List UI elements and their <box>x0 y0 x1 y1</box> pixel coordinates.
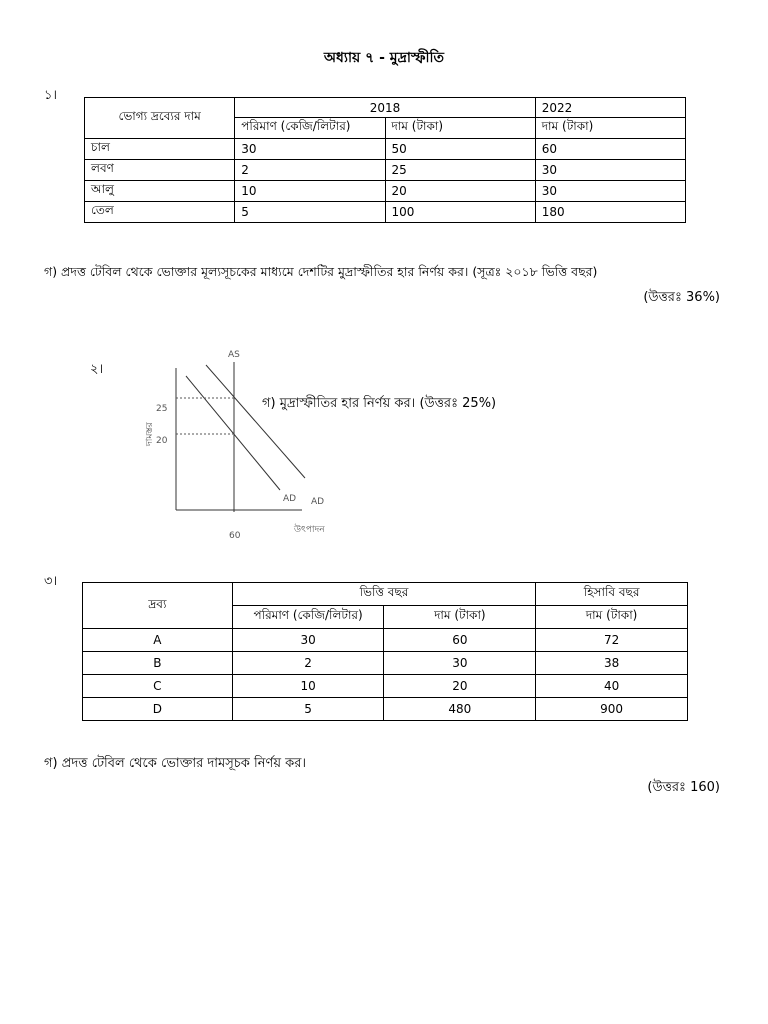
question-1-answer: (উত্তরঃ 36%) <box>643 290 720 305</box>
price-2018-column-header: দাম (টাকা) <box>385 118 535 139</box>
base-price-column-header: দাম (টাকা) <box>384 606 536 629</box>
y-axis-label: দামস্তর <box>145 422 155 446</box>
question-3-number: ৩। <box>44 574 58 589</box>
quantity-cell: 2 <box>235 160 385 181</box>
price-table-2 <box>82 582 688 721</box>
price-2022-column-header: দাম (টাকা) <box>535 118 685 139</box>
quantity-cell: 5 <box>235 202 385 223</box>
base-year-header: ভিত্তি বছর <box>232 583 536 606</box>
current-price-cell: 38 <box>536 652 688 675</box>
question-3-answer: (উত্তরঃ 160) <box>647 780 720 795</box>
quantity-cell: 10 <box>232 675 384 698</box>
item-cell: A <box>83 629 233 652</box>
table-row <box>85 160 686 181</box>
item-cell: C <box>83 675 233 698</box>
question-1-number: ১। <box>44 88 58 103</box>
table-row <box>85 202 686 223</box>
price-table-1 <box>84 97 686 223</box>
price-2022-cell: 30 <box>535 181 685 202</box>
item-cell: তেল <box>85 202 235 223</box>
quantity-cell: 10 <box>235 181 385 202</box>
table-header-row <box>85 98 686 118</box>
current-price-column-header: দাম (টাকা) <box>536 606 688 629</box>
base-price-cell: 30 <box>384 652 536 675</box>
quantity-column-header: পরিমাণ (কেজি/লিটার) <box>232 606 384 629</box>
table-header-row <box>83 583 688 606</box>
item-cell: লবণ <box>85 160 235 181</box>
item-cell: আলু <box>85 181 235 202</box>
quantity-cell: 5 <box>232 698 384 721</box>
ad-curve-1-label: AD <box>283 494 297 504</box>
price-2022-cell: 60 <box>535 139 685 160</box>
quantity-cell: 30 <box>235 139 385 160</box>
quantity-cell: 30 <box>232 629 384 652</box>
price-2018-cell: 20 <box>385 181 535 202</box>
table-corner-cell: দ্রব্য <box>83 583 233 629</box>
table-row <box>85 181 686 202</box>
table-row <box>85 139 686 160</box>
page-title: অধ্যায় ৭ - মুদ্রাস্ফীতি <box>323 50 445 66</box>
price-2022-cell: 30 <box>535 160 685 181</box>
base-price-cell: 60 <box>384 629 536 652</box>
aggregate-demand-supply-graph <box>140 340 340 540</box>
table-row <box>83 675 688 698</box>
item-cell: D <box>83 698 233 721</box>
base-price-cell: 480 <box>384 698 536 721</box>
ad-curve-2-label: AD <box>311 497 325 507</box>
tick-label-25: 25 <box>156 404 168 414</box>
tick-label-60: 60 <box>229 531 241 540</box>
quantity-column-header: পরিমাণ (কেজি/লিটার) <box>235 118 385 139</box>
price-2018-cell: 25 <box>385 160 535 181</box>
current-price-cell: 72 <box>536 629 688 652</box>
table-row <box>83 652 688 675</box>
x-axis-label: উৎপাদন <box>294 525 325 535</box>
table-corner-cell: ভোগ্য দ্রব্যের দাম <box>85 98 235 139</box>
table-row <box>83 698 688 721</box>
as-curve-label: AS <box>228 350 240 360</box>
current-price-cell: 40 <box>536 675 688 698</box>
item-cell: চাল <box>85 139 235 160</box>
price-2022-cell: 180 <box>535 202 685 223</box>
item-cell: B <box>83 652 233 675</box>
quantity-cell: 2 <box>232 652 384 675</box>
year-2022-header: 2022 <box>535 98 685 118</box>
current-price-cell: 900 <box>536 698 688 721</box>
question-1-text: গ) প্রদত্ত টেবিল থেকে ভোক্তার মূল্যসূচকের মাধ্যমে দেশটির মুদ্রাস্ফীতির হার নির্ণয় কর। (সূত্রঃ ২০১৮ ভিত্তি বছর) <box>44 264 598 279</box>
base-price-cell: 20 <box>384 675 536 698</box>
tick-label-20: 20 <box>156 436 168 446</box>
current-year-header: হিসাবি বছর <box>536 583 688 606</box>
year-2018-header: 2018 <box>235 98 536 118</box>
table-row <box>83 629 688 652</box>
question-3-text: গ) প্রদত্ত টেবিল থেকে ভোক্তার দামসূচক নির্ণয় কর। <box>44 756 307 771</box>
question-2-number: ২। <box>90 362 104 377</box>
price-2018-cell: 50 <box>385 139 535 160</box>
question-2-text: গ) মুদ্রাস্ফীতির হার নির্ণয় কর। (উত্তরঃ 25%) <box>262 396 497 411</box>
price-2018-cell: 100 <box>385 202 535 223</box>
